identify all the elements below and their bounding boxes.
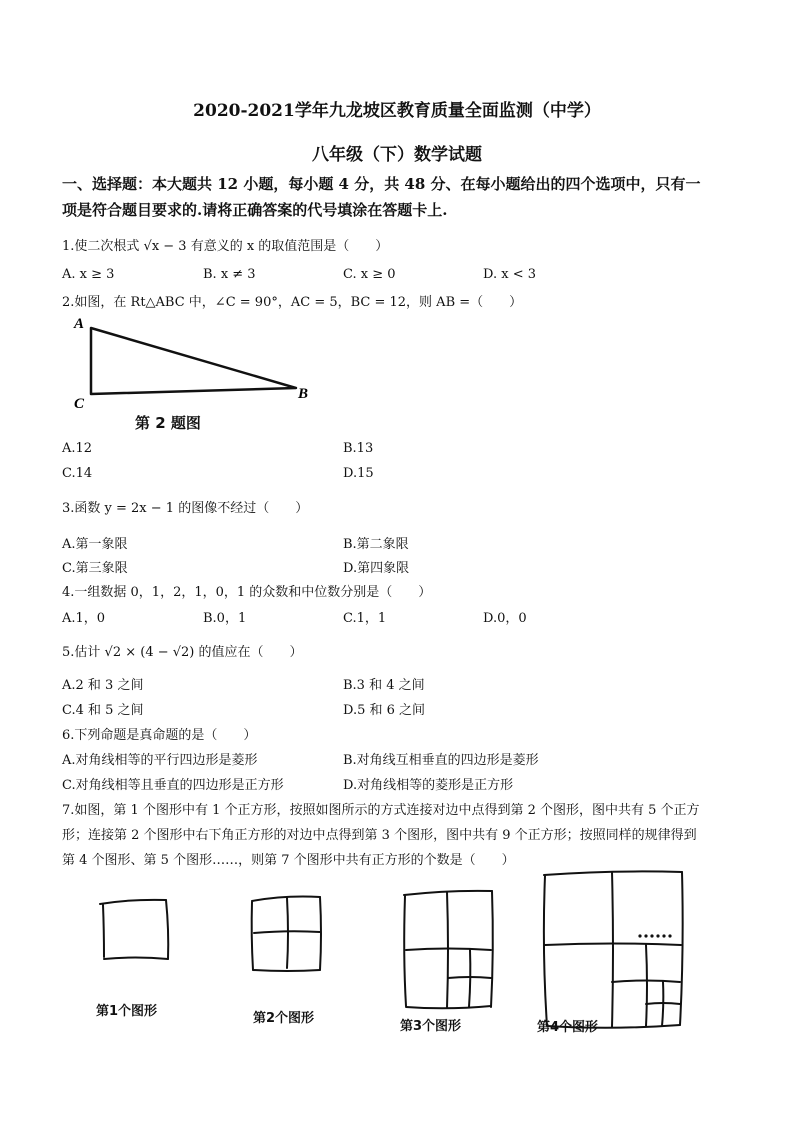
question-3-stem: 3.函数 y = 2x − 1 的图像不经过（ ） — [62, 501, 309, 516]
vertex-label-c: C — [74, 396, 85, 412]
question-7-stem-line2: 形；连接第 2 个图形中右下角正方形的对边中点得到第 3 个图形，图中共有 9 个正方形；按照同样的规律得到 — [62, 828, 697, 843]
q2-option-d: D.15 — [343, 466, 374, 481]
q1-option-b: B. x ≠ 3 — [203, 267, 256, 282]
q4-option-b: B.0，1 — [203, 611, 247, 626]
q1-option-c: C. x ≥ 0 — [343, 267, 396, 282]
exam-title: 2020-2021学年九龙坡区教育质量全面监测（中学） — [193, 101, 601, 121]
q6-option-d: D.对角线相等的菱形是正方形 — [343, 778, 514, 793]
question-1-stem: 1.使二次根式 √x − 3 有意义的 x 的取值范围是（ ） — [62, 239, 389, 254]
q4-option-d: D.0，0 — [483, 611, 527, 626]
q5-option-d: D.5 和 6 之间 — [343, 703, 426, 718]
q5-option-b: B.3 和 4 之间 — [343, 678, 425, 693]
q3-option-b: B.第二象限 — [343, 537, 409, 552]
q5-option-a: A.2 和 3 之间 — [62, 678, 144, 693]
question-6-stem: 6.下列命题是真命题的是（ ） — [62, 728, 257, 743]
figure-1-caption: 第1个图形 — [96, 1004, 158, 1019]
q5-option-c: C.4 和 5 之间 — [62, 703, 144, 718]
question-4-stem: 4.一组数据 0，1，2，1，0，1 的众数和中位数分别是（ ） — [62, 585, 432, 600]
vertex-label-b: B — [298, 386, 309, 402]
section-instructions-line2: 项是符合题目要求的.请将正确答案的代号填涂在答题卡上. — [62, 201, 448, 219]
exam-subtitle: 八年级（下）数学试题 — [312, 145, 482, 165]
q4-option-a: A.1，0 — [62, 611, 106, 626]
right-triangle-figure — [66, 312, 326, 412]
question-2-stem: 2.如图，在 Rt△ABC 中，∠C = 90°，AC = 5，BC = 12，则 AB =（ ） — [62, 295, 523, 310]
q2-option-b: B.13 — [343, 441, 374, 456]
question-7-figures — [0, 860, 794, 1050]
q4-option-c: C.1，1 — [343, 611, 387, 626]
vertex-label-a: A — [74, 316, 85, 332]
figure-2-caption: 第2个图形 — [253, 1011, 315, 1026]
q2-option-a: A.12 — [62, 441, 93, 456]
q6-option-a: A.对角线相等的平行四边形是菱形 — [62, 753, 258, 768]
triangle-abc — [91, 328, 296, 394]
figure-1-drawing — [100, 900, 168, 959]
figure-4-continuation-dots — [638, 934, 671, 937]
figure-2-caption: 第 2 题图 — [135, 414, 201, 432]
q3-option-a: A.第一象限 — [62, 537, 128, 552]
figure-3-drawing — [404, 891, 493, 1008]
section-instructions-line1: 一、选择题：本大题共 12 小题，每小题 4 分，共 48 分、在每小题给出的四个选项中，只有一 — [62, 175, 701, 193]
q1-option-a: A. x ≥ 3 — [62, 267, 115, 282]
figure-4-caption: 第4个图形 — [537, 1020, 599, 1035]
question-7-stem-line3: 第 4 个图形、第 5 个图形……，则第 7 个图形中共有正方形的个数是（ ） — [62, 853, 515, 868]
figure-2-drawing — [252, 897, 321, 972]
q6-option-b: B.对角线互相垂直的四边形是菱形 — [343, 753, 539, 768]
figure-3-caption: 第3个图形 — [400, 1019, 462, 1034]
question-7-stem-line1: 7.如图，第 1 个图形中有 1 个正方形，按照如图所示的方式连接对边中点得到第 2 个图形，图中共有 5 个正方 — [62, 803, 700, 818]
q6-option-c: C.对角线相等且垂直的四边形是正方形 — [62, 778, 284, 793]
q2-option-c: C.14 — [62, 466, 93, 481]
q3-option-d: D.第四象限 — [343, 561, 410, 576]
question-5-stem: 5.估计 √2 × (4 − √2) 的值应在（ ） — [62, 645, 303, 660]
figure-4-drawing — [544, 871, 683, 1027]
q1-option-d: D. x < 3 — [483, 267, 536, 282]
q3-option-c: C.第三象限 — [62, 561, 128, 576]
